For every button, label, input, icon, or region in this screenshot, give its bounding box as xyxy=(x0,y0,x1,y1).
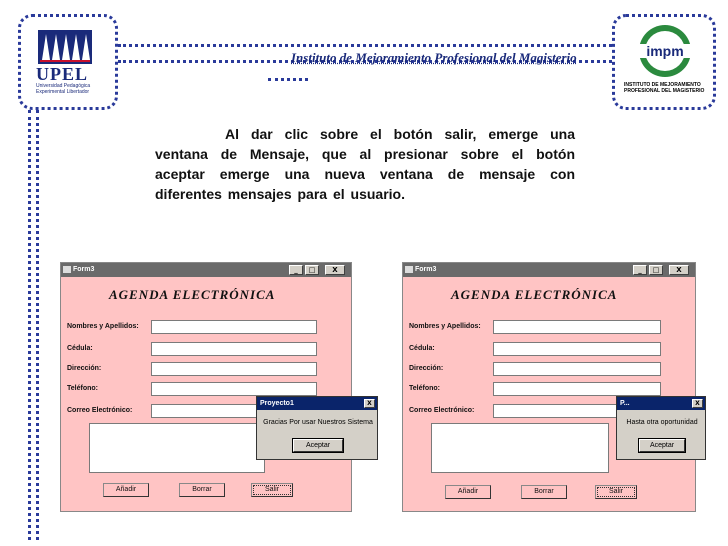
form-window-left xyxy=(60,262,352,512)
impm-subtitle: INSTITUTO DE MEJORAMIENTO PROFESIONAL DEL MAGISTERIO xyxy=(624,82,705,94)
message-box-2 xyxy=(616,396,706,460)
label-nombres: Nombres y Apellidos: xyxy=(409,323,481,330)
memo-box[interactable] xyxy=(89,423,265,473)
message-box-1-close-button[interactable]: X xyxy=(364,399,375,408)
cedula-input[interactable] xyxy=(151,342,317,356)
message-box-1-title: Proyecto1 xyxy=(257,397,377,410)
left-dotted-rule-2 xyxy=(36,110,39,540)
borrar-button[interactable]: Borrar xyxy=(521,485,567,499)
institute-title: Instituto de Mejoramiento Profesional del Magisterio xyxy=(291,50,577,65)
impm-logo xyxy=(620,22,708,102)
telefono-input[interactable] xyxy=(151,382,317,396)
label-correo: Correo Electrónico: xyxy=(409,407,475,414)
label-nombres: Nombres y Apellidos: xyxy=(67,323,139,330)
svg-text:impm: impm xyxy=(646,43,684,59)
borrar-button[interactable]: Borrar xyxy=(179,483,225,497)
direccion-input[interactable] xyxy=(151,362,317,376)
cedula-input[interactable] xyxy=(493,342,661,356)
salir-button[interactable]: Salir xyxy=(595,485,637,499)
upel-subtitle: Universidad Pedagógica Experimental Libertador xyxy=(36,83,91,95)
label-cedula: Cédula: xyxy=(67,345,93,352)
minimize-button[interactable]: _ xyxy=(633,265,647,275)
nombres-input[interactable] xyxy=(151,320,317,334)
label-correo: Correo Electrónico: xyxy=(67,407,133,414)
impm-emblem-icon xyxy=(630,22,700,80)
label-cedula: Cédula: xyxy=(409,345,435,352)
memo-box[interactable] xyxy=(431,423,609,473)
close-button[interactable]: X xyxy=(325,265,345,275)
label-telefono: Teléfono: xyxy=(409,385,440,392)
anadir-button[interactable]: Añadir xyxy=(445,485,491,499)
minimize-button[interactable]: _ xyxy=(289,265,303,275)
form-app-icon xyxy=(63,266,71,273)
maximize-button[interactable]: □ xyxy=(649,265,663,275)
message-box-1-text: Gracias Por usar Nuestros Sistema xyxy=(263,419,373,426)
message-box-1-accept-button[interactable]: Aceptar xyxy=(293,439,343,452)
message-box-2-title: P... xyxy=(617,397,705,410)
label-direccion: Dirección: xyxy=(67,365,102,372)
form-heading: AGENDA ELECTRÓNICA xyxy=(451,287,618,302)
message-box-2-close-button[interactable]: X xyxy=(692,399,703,408)
upel-wordmark: UPEL xyxy=(36,64,89,84)
upel-emblem-icon xyxy=(38,30,92,64)
form-title: Form3 xyxy=(73,266,95,273)
top-dotted-rule-3 xyxy=(268,78,308,81)
form-window-right xyxy=(402,262,696,512)
message-box-1 xyxy=(256,396,378,460)
top-dotted-rule xyxy=(118,44,618,47)
message-box-2-text: Hasta otra oportunidad xyxy=(626,419,698,426)
anadir-button[interactable]: Añadir xyxy=(103,483,149,497)
message-box-2-accept-button[interactable]: Aceptar xyxy=(639,439,685,452)
direccion-input[interactable] xyxy=(493,362,661,376)
form-heading: AGENDA ELECTRÓNICA xyxy=(109,287,276,302)
telefono-input[interactable] xyxy=(493,382,661,396)
upel-logo xyxy=(30,26,102,98)
close-button[interactable]: X xyxy=(669,265,689,275)
nombres-input[interactable] xyxy=(493,320,661,334)
label-direccion: Dirección: xyxy=(409,365,444,372)
label-telefono: Teléfono: xyxy=(67,385,98,392)
maximize-button[interactable]: □ xyxy=(305,265,319,275)
form-app-icon xyxy=(405,266,413,273)
form-title: Form3 xyxy=(415,266,437,273)
left-dotted-rule xyxy=(28,110,31,540)
salir-button[interactable]: Salir xyxy=(251,483,293,497)
description-text: Al dar clic sobre el botón salir, emerge una ventana de Mensaje, que al presionar sobre el botón aceptar emerge una nueva ventana de mensaje con diferentes mensajes para el usuario. xyxy=(155,126,575,202)
